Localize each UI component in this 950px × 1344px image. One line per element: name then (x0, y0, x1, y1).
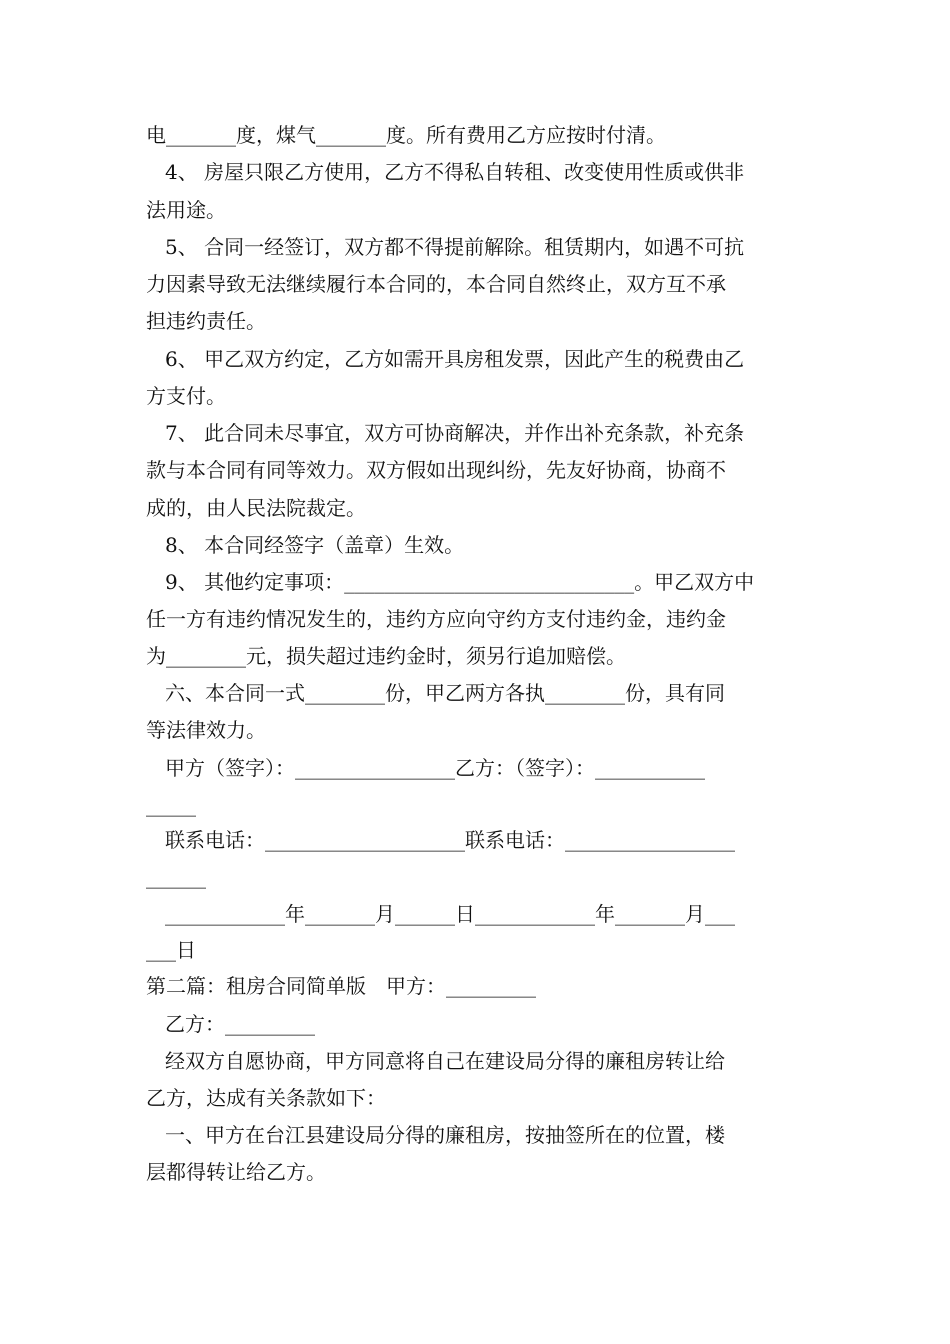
clause-six-line: 六、本合同一式________份，甲乙两方各执________份，具有同 (165, 681, 725, 705)
signature-line: 甲方（签字）：________________乙方：（签字）：___________ (165, 756, 705, 780)
clause-5-line: 5、 合同一经签订，双方都不得提前解除。租赁期内，如遇不可抗 (165, 235, 745, 259)
text-line: 乙方，达成有关条款如下： (146, 1086, 386, 1110)
text-line: 一、甲方在台江县建设局分得的廉租房，按抽签所在的位置，楼 (165, 1123, 725, 1147)
text-line: 为________元，损失超过违约金时，须另行追加赔偿。 (146, 644, 626, 668)
phone-line-cont: ______ (146, 865, 206, 889)
text-line: 等法律效力。 (146, 718, 266, 742)
text-line: 经双方自愿协商，甲方同意将自己在建设局分得的廉租房转让给 (165, 1049, 725, 1073)
text-line: 力因素导致无法继续履行本合同的，本合同自然终止，双方互不承 (146, 272, 726, 296)
text-line: 任一方有违约情况发生的，违约方应向守约方支付违约金，违约金 (146, 607, 726, 631)
clause-8-line: 8、 本合同经签字（盖章）生效。 (165, 533, 465, 557)
text-line: 层都得转让给乙方。 (146, 1160, 326, 1184)
date-line: ____________年_______月______日____________年_______月___ (165, 902, 735, 926)
section-heading: 第二篇：租房合同简单版 甲方：_________ (146, 974, 536, 998)
text-line: 款与本合同有同等效力。双方假如出现纠纷，先友好协商，协商不 (146, 458, 726, 482)
text-line: 法用途。 (146, 198, 226, 222)
text-line: 担违约责任。 (146, 309, 266, 333)
text-line: 方支付。 (146, 384, 226, 408)
clause-6-line: 6、 甲乙双方约定，乙方如需开具房租发票，因此产生的税费由乙 (165, 347, 745, 371)
text-line: 电_______度，煤气_______度。所有费用乙方应按时付清。 (146, 123, 666, 147)
phone-line: 联系电话：____________________联系电话：_________________ (165, 828, 735, 852)
clause-7-line: 7、 此合同未尽事宜，双方可协商解决，并作出补充条款，补充条 (165, 421, 745, 445)
clause-4-line: 4、 房屋只限乙方使用，乙方不得私自转租、改变使用性质或供非 (165, 160, 745, 184)
party-b-line: 乙方：_________ (165, 1012, 315, 1036)
date-line-cont: ___日 (146, 938, 196, 962)
clause-9-line: 9、 其他约定事项：_____________________________。甲乙双方中 (165, 570, 755, 594)
signature-line-cont: _____ (146, 793, 196, 817)
text-line: 成的，由人民法院裁定。 (146, 496, 366, 520)
